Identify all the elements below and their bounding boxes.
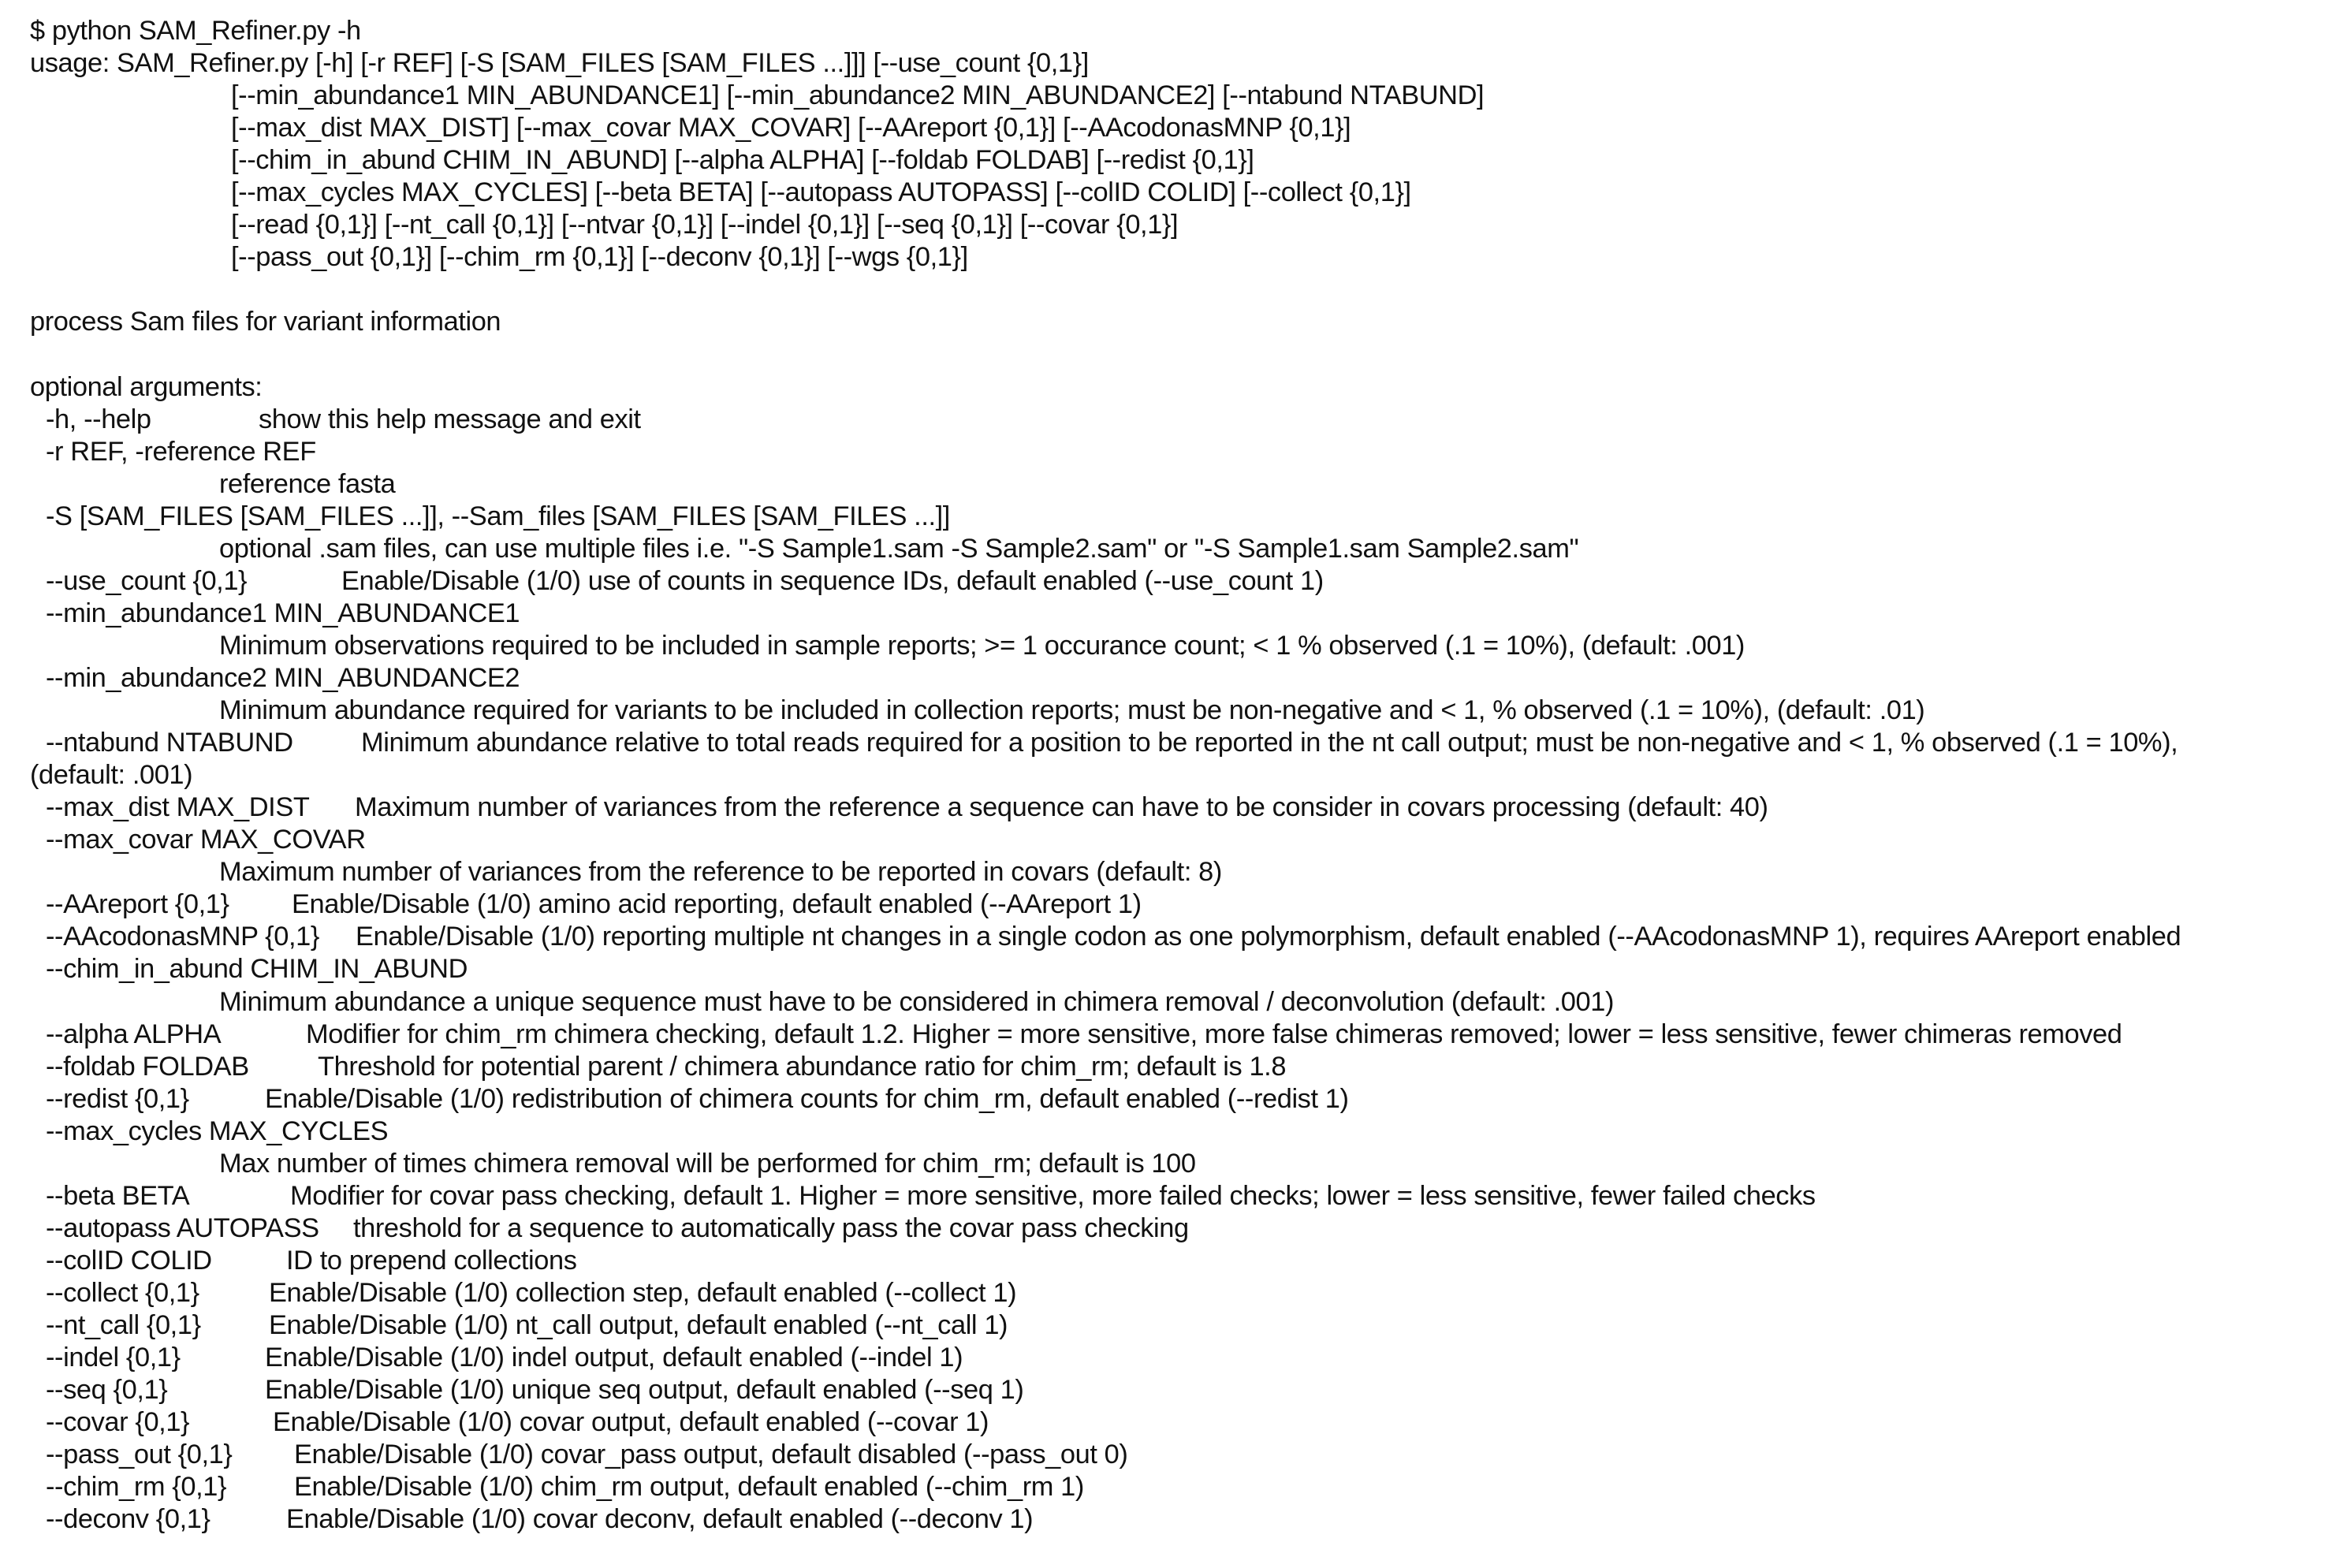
terminal-option-description: Enable/Disable (1/0) covar_pass output, default disabled (--pass_out 0)	[294, 1440, 1128, 1469]
terminal-line: optional .sam files, can use multiple files i.e. "-S Sample1.sam -S Sample2.sam" or "-S Sample1.sam Sample2.sam"	[219, 534, 1579, 564]
terminal-line: Minimum abundance required for variants to be included in collection reports; must be non-negative and < 1, % observed (.1 = 10%), (default: .01)	[219, 695, 1925, 725]
terminal-option-flag: --alpha ALPHA	[46, 1019, 222, 1049]
terminal-line: [--max_dist MAX_DIST] [--max_covar MAX_COVAR] [--AAreport {0,1}] [--AAcodonasMNP {0,1}]	[231, 113, 1351, 143]
terminal-line: optional arguments:	[30, 372, 263, 402]
terminal-option-flag: --collect {0,1}	[46, 1278, 199, 1308]
terminal-line: [--max_cycles MAX_CYCLES] [--beta BETA] [--autopass AUTOPASS] [--colID COLID] [--collect {0,1}]	[231, 177, 1411, 207]
terminal-line: usage: SAM_Refiner.py [-h] [-r REF] [-S [SAM_FILES [SAM_FILES ...]]] [--use_count {0,1}]	[30, 48, 1089, 78]
terminal-line: process Sam files for variant information	[30, 307, 501, 337]
terminal-option-description: Modifier for covar pass checking, default 1. Higher = more sensitive, more failed checks; lower = less sensitive, fewer failed checks	[290, 1181, 1816, 1211]
terminal-option-flag: --foldab FOLDAB	[46, 1052, 249, 1082]
terminal-line: -S [SAM_FILES [SAM_FILES ...]], --Sam_files [SAM_FILES [SAM_FILES ...]]	[46, 501, 950, 531]
terminal-option-flag: --chim_rm {0,1}	[46, 1472, 227, 1502]
terminal-option-description: Enable/Disable (1/0) indel output, default enabled (--indel 1)	[265, 1343, 963, 1372]
terminal-option-flag: --beta BETA	[46, 1181, 190, 1211]
terminal-option-description: Enable/Disable (1/0) covar output, default enabled (--covar 1)	[273, 1407, 989, 1437]
terminal-option-description: Enable/Disable (1/0) amino acid reporting, default enabled (--AAreport 1)	[292, 889, 1142, 919]
terminal-option-flag: --AAreport {0,1}	[46, 889, 229, 919]
terminal-option-description: Enable/Disable (1/0) unique seq output, default enabled (--seq 1)	[265, 1375, 1024, 1405]
terminal-option-flag: --AAcodonasMNP {0,1}	[46, 922, 319, 952]
terminal-line: --max_cycles MAX_CYCLES	[46, 1116, 389, 1146]
terminal-option-flag: --autopass AUTOPASS	[46, 1213, 319, 1243]
terminal-option-flag: -h, --help	[46, 404, 151, 434]
terminal-option-description: threshold for a sequence to automatically pass the covar pass checking	[353, 1213, 1189, 1243]
terminal-line: --min_abundance2 MIN_ABUNDANCE2	[46, 663, 520, 693]
terminal-line: --min_abundance1 MIN_ABUNDANCE1	[46, 598, 520, 628]
terminal-line: Max number of times chimera removal will be performed for chim_rm; default is 100	[219, 1149, 1196, 1179]
terminal-line: --chim_in_abund CHIM_IN_ABUND	[46, 954, 468, 984]
terminal-option-flag: --redist {0,1}	[46, 1084, 189, 1114]
terminal-line: $ python SAM_Refiner.py -h	[30, 16, 361, 46]
terminal-line: [--chim_in_abund CHIM_IN_ABUND] [--alpha ALPHA] [--foldab FOLDAB] [--redist {0,1}]	[231, 145, 1254, 175]
terminal-option-flag: --deconv {0,1}	[46, 1504, 211, 1534]
terminal-option-flag: --ntabund NTABUND	[46, 728, 293, 758]
terminal-line: Maximum number of variances from the reference to be reported in covars (default: 8)	[219, 857, 1222, 887]
terminal-option-description: Minimum abundance relative to total reads required for a position to be reported in the nt call output; must be non-negative and < 1, % observed (.1 = 10%),	[361, 728, 2178, 758]
terminal-line: reference fasta	[219, 469, 396, 499]
terminal-option-description: Enable/Disable (1/0) nt_call output, default enabled (--nt_call 1)	[269, 1310, 1008, 1340]
terminal-option-description: Enable/Disable (1/0) collection step, default enabled (--collect 1)	[269, 1278, 1017, 1308]
terminal-line: [--pass_out {0,1}] [--chim_rm {0,1}] [--deconv {0,1}] [--wgs {0,1}]	[231, 242, 968, 272]
terminal-option-flag: --use_count {0,1}	[46, 566, 248, 596]
terminal-line: Minimum observations required to be included in sample reports; >= 1 occurance count; < 1 % observed (.1 = 10%), (default: .001)	[219, 631, 1745, 661]
terminal-option-description: Enable/Disable (1/0) reporting multiple nt changes in a single codon as one polymorphism, default enabled (--AAcodonasMNP 1), requires AAreport enabled	[356, 922, 2181, 952]
terminal-option-flag: --pass_out {0,1}	[46, 1440, 233, 1469]
terminal-option-description: Threshold for potential parent / chimera abundance ratio for chim_rm; default is 1.8	[318, 1052, 1287, 1082]
terminal-option-flag: --max_dist MAX_DIST	[46, 792, 310, 822]
terminal-line: (default: .001)	[30, 760, 193, 790]
terminal-option-description: Enable/Disable (1/0) covar deconv, default enabled (--deconv 1)	[286, 1504, 1034, 1534]
terminal-option-description: Modifier for chim_rm chimera checking, default 1.2. Higher = more sensitive, more false chimeras removed; lower = less sensitive, fewer chimeras removed	[306, 1019, 2122, 1049]
terminal-option-flag: --colID COLID	[46, 1246, 212, 1276]
terminal-line: [--read {0,1}] [--nt_call {0,1}] [--ntvar {0,1}] [--indel {0,1}] [--seq {0,1}] [--covar {0,1}]	[231, 210, 1179, 240]
terminal-line: [--min_abundance1 MIN_ABUNDANCE1] [--min_abundance2 MIN_ABUNDANCE2] [--ntabund NTABUND]	[231, 80, 1485, 110]
terminal-option-flag: --covar {0,1}	[46, 1407, 190, 1437]
terminal-line: Minimum abundance a unique sequence must have to be considered in chimera removal / deconvolution (default: .001)	[219, 987, 1615, 1017]
terminal-option-description: show this help message and exit	[259, 404, 641, 434]
terminal-option-description: Enable/Disable (1/0) use of counts in sequence IDs, default enabled (--use_count 1)	[341, 566, 1324, 596]
terminal-line: -r REF, -reference REF	[46, 437, 316, 467]
terminal-option-description: ID to prepend collections	[286, 1246, 577, 1276]
terminal-option-flag: --indel {0,1}	[46, 1343, 181, 1372]
terminal-option-flag: --nt_call {0,1}	[46, 1310, 201, 1340]
terminal-line: --max_covar MAX_COVAR	[46, 825, 366, 855]
terminal-option-description: Enable/Disable (1/0) redistribution of chimera counts for chim_rm, default enabled (--redist 1)	[265, 1084, 1349, 1114]
terminal-option-description: Maximum number of variances from the reference a sequence can have to be consider in covars processing (default: 40)	[355, 792, 1768, 822]
terminal-option-flag: --seq {0,1}	[46, 1375, 168, 1405]
terminal-option-description: Enable/Disable (1/0) chim_rm output, default enabled (--chim_rm 1)	[294, 1472, 1084, 1502]
